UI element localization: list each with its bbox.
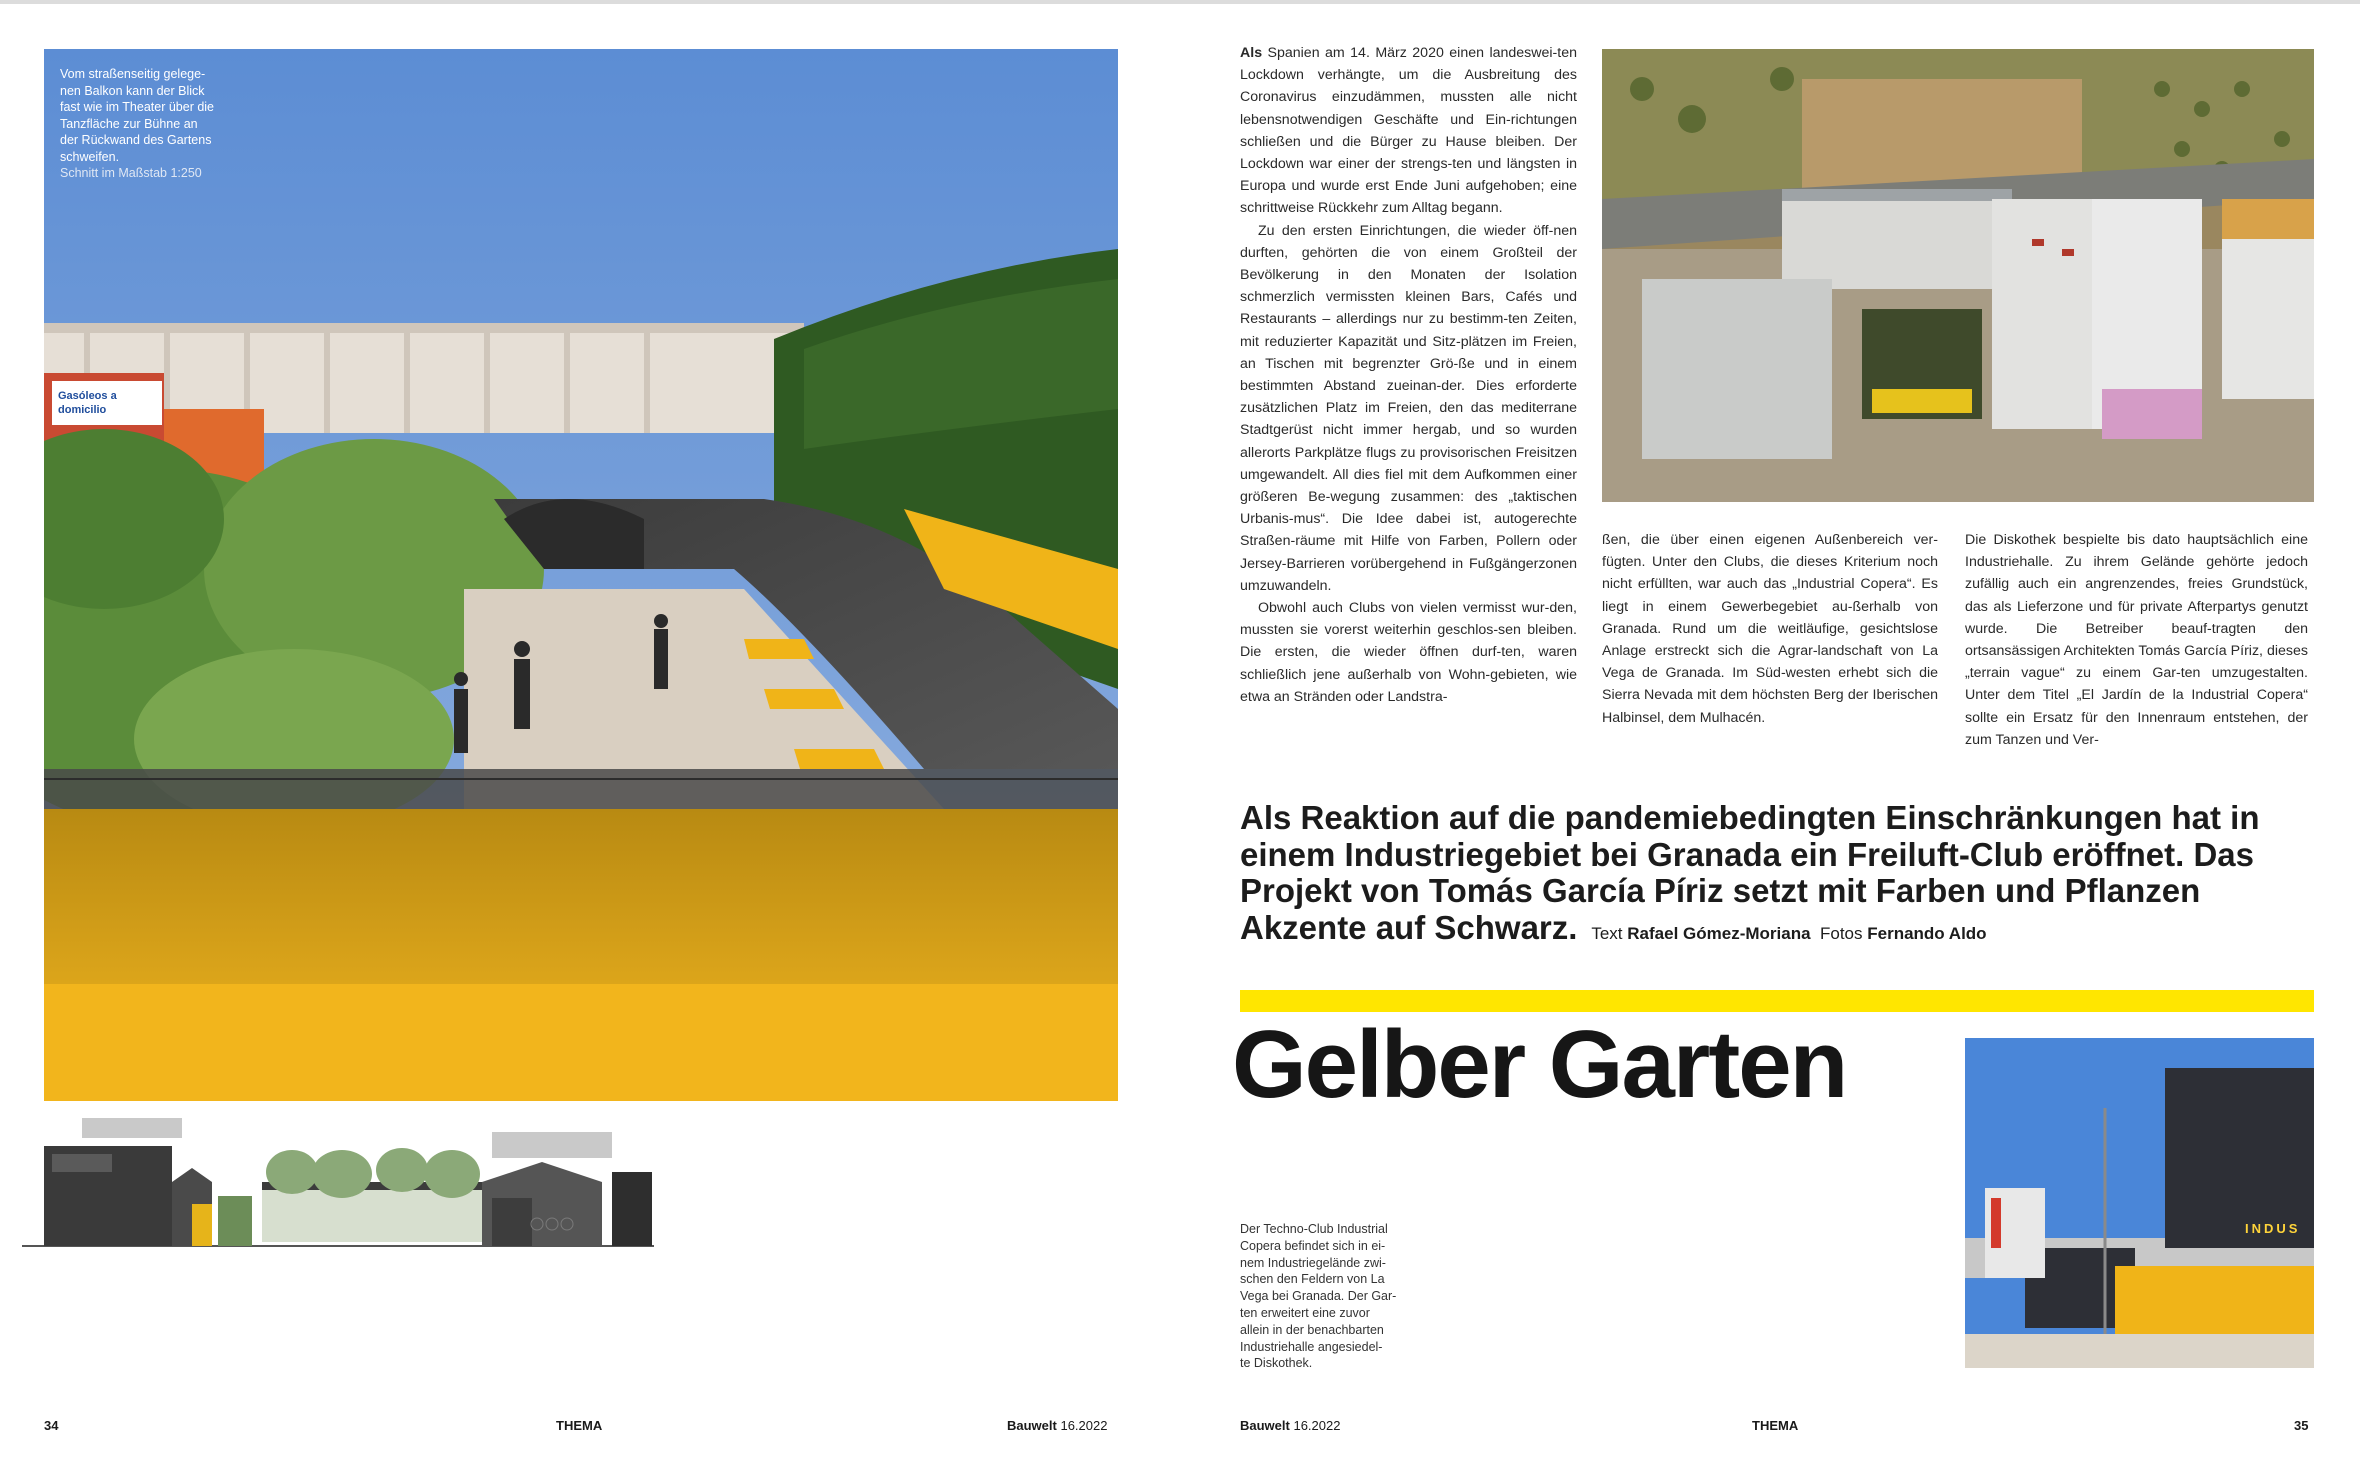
signage-text-1: Gasóleos a <box>58 390 117 402</box>
author-name: Rafael Gómez-Moriana <box>1627 923 1811 943</box>
photo-caption <box>60 66 240 182</box>
aerial-caption-line: ten erweitert eine zuvor <box>1240 1305 1370 1320</box>
aerial-caption-line: Industriehalle angesiedel- <box>1240 1339 1383 1354</box>
club-exterior-photo <box>1965 1038 2314 1368</box>
garden-photo <box>44 49 1118 1101</box>
yellow-rule <box>1240 990 2314 1012</box>
article-lead-word: Als <box>1240 45 1263 61</box>
signage-text-2: domicilio <box>58 404 107 416</box>
lede-text: Als Reaktion auf die pandemiebedingten Einschränkungen hat in einem Industriegebiet bei Granada ein Freiluft-Club eröffnet. Das Projekt von Tomás García Píriz setzt mit Farben und Pflanzen Akzente auf Schwarz. <box>1240 799 2260 946</box>
magazine-issue-right <box>1240 1418 1340 1433</box>
article-paragraph: Zu den ersten Einrichtungen, die wieder öff-nen durften, gehörten die von einem Großteil der Bevölkerung in den Monaten der Isolation schmerzlich vermissten kleinen Bars, Cafés und Restaurants – allerdings nur zu bestimm-ten Zeiten, mit reduzierter Kapazität und Sitz-plätzen im Freien, an Tischen mit begrenzter Grö-ße und in einem bestimmten Abstand zueinan-der. Dies erforderte zusätzlichen Platz im Freien, den das mediterrane Stadtgerüst nicht immer hergab, und so wurden allerorts Parkplätze flugs zu provisorischen Freisitzen umgewandelt. All dies fiel mit dem Aufkommen einer größeren Be-wegung zusammen: des „taktischen Urbanis-mus“. Die Idee dabei ist, autogerechte Straßen-räume mit Hilfe von Farben, Pollern oder Jersey-Barrieren vorübergehend in Fußgängerzonen umzuwandeln. <box>1240 222 1577 594</box>
aerial-caption-line: Der Techno-Club Industrial <box>1240 1222 1388 1236</box>
photo-caption-line: schweifen. <box>60 149 120 164</box>
aerial-caption-line: te Diskothek. <box>1240 1356 1313 1371</box>
page-number-left: 34 <box>44 1418 59 1433</box>
aerial-caption-line: nem Industriegelände zwi- <box>1240 1255 1386 1270</box>
photo-caption-line: der Rückwand des Gartens <box>60 133 212 147</box>
aerial-caption-line: allein in der benachbarten <box>1240 1322 1384 1337</box>
article-column-1 <box>1240 42 1577 708</box>
club-sign-text: INDUS <box>2245 1221 2301 1236</box>
article-paragraph: Die Diskothek bespielte bis dato hauptsächlich eine Industriehalle. Zu ihrem Gelände gehörte jedoch zufällig auch ein angrenzendes, freies Grundstück, das als Lieferzone und für private Afterpartys genutzt wurde. Die Betreiber beauf-tragten den ortsansässigen Architekten Tomás García Píriz, dieses „terrain vague“ zu einem Gar-ten umzugestalten. Unter dem Titel „El Jardín de la Industrial Copera“ sollte ein Ersatz für den Innenraum entstehen, der zum Tanzen und Ver- <box>1965 532 2308 748</box>
photo-caption-line: nen Balkon kann der Blick <box>60 83 205 98</box>
magazine-issue-left <box>1007 1418 1107 1433</box>
article-column-2 <box>1602 529 1938 729</box>
aerial-photo <box>1602 49 2314 502</box>
magazine-name: Bauwelt <box>1007 1418 1057 1433</box>
article-paragraph: Obwohl auch Clubs von vielen vermisst wur-den, mussten sie vorerst weiterhin geschlos-sen bleiben. Die ersten, die wieder öffnen durf-ten, waren schließlich jene außerhalb von Wohn-gebieten, wie etwa an Stränden oder Landstra- <box>1240 600 1577 705</box>
article-credits <box>1587 924 1987 943</box>
text-label: Text <box>1591 923 1623 943</box>
article-paragraph-text: Spanien am 14. März 2020 einen landeswei-ten Lockdown verhängte, um die Ausbreitung des Coronavirus einzudämmen, mussten alle nicht lebensnotwendigen Geschäfte und Ein-richtungen schließen und die Bürger zu Hause bleiben. Der Lockdown war einer der strengs-ten und längsten in Europa und wurde erst Ende Juni aufgehoben; eine schrittweise Rückkehr zum Alltag begann. <box>1240 45 1577 217</box>
section-label-left: THEMA <box>556 1418 603 1433</box>
issue-number: 16.2022 <box>1293 1418 1341 1433</box>
drawing-scale-note: Schnitt im Maßstab 1:250 <box>60 166 202 180</box>
photo-label: Fotos <box>1819 923 1863 943</box>
photographer-name: Fernando Aldo <box>1867 923 1987 943</box>
aerial-caption-line: schen den Feldern von La <box>1240 1272 1385 1287</box>
section-label-right: THEMA <box>1752 1418 1799 1433</box>
photo-caption-line: Tanzfläche zur Bühne an <box>60 116 198 131</box>
aerial-caption-line: Vega bei Granada. Der Gar- <box>1240 1289 1397 1304</box>
photo-caption-line: fast wie im Theater über die <box>60 100 215 114</box>
page-number-right: 35 <box>2294 1418 2309 1433</box>
section-drawing <box>22 1112 654 1248</box>
article-lede <box>1240 800 2320 952</box>
photo-caption-line: Vom straßenseitig gelege- <box>60 67 206 81</box>
aerial-caption-line: Copera befindet sich in ei- <box>1240 1238 1386 1253</box>
article-paragraph <box>1240 42 1577 220</box>
aerial-caption <box>1240 1221 1400 1372</box>
article-column-3 <box>1965 529 2308 751</box>
magazine-name: Bauwelt <box>1240 1418 1290 1433</box>
article-headline: Gelber Garten <box>1232 1011 1847 1118</box>
issue-number: 16.2022 <box>1060 1418 1108 1433</box>
article-paragraph: ßen, die über einen eigenen Außenbereich ver-fügten. Unter den Clubs, die dieses Kriterium noch nicht erfüllten, war auch das „Industrial Copera“. Es liegt in einem Gewerbegebiet au-ßerhalb von Granada. Rund um die weitläufige, gesichtslose Anlage erstreckt sich die Agrar-landschaft von La Vega de Granada. Im Süd-westen erhebt sich die Sierra Nevada mit dem höchsten Berg der Iberischen Halbinsel, dem Mulhacén. <box>1602 532 1938 726</box>
page-top-edge <box>0 0 2360 4</box>
